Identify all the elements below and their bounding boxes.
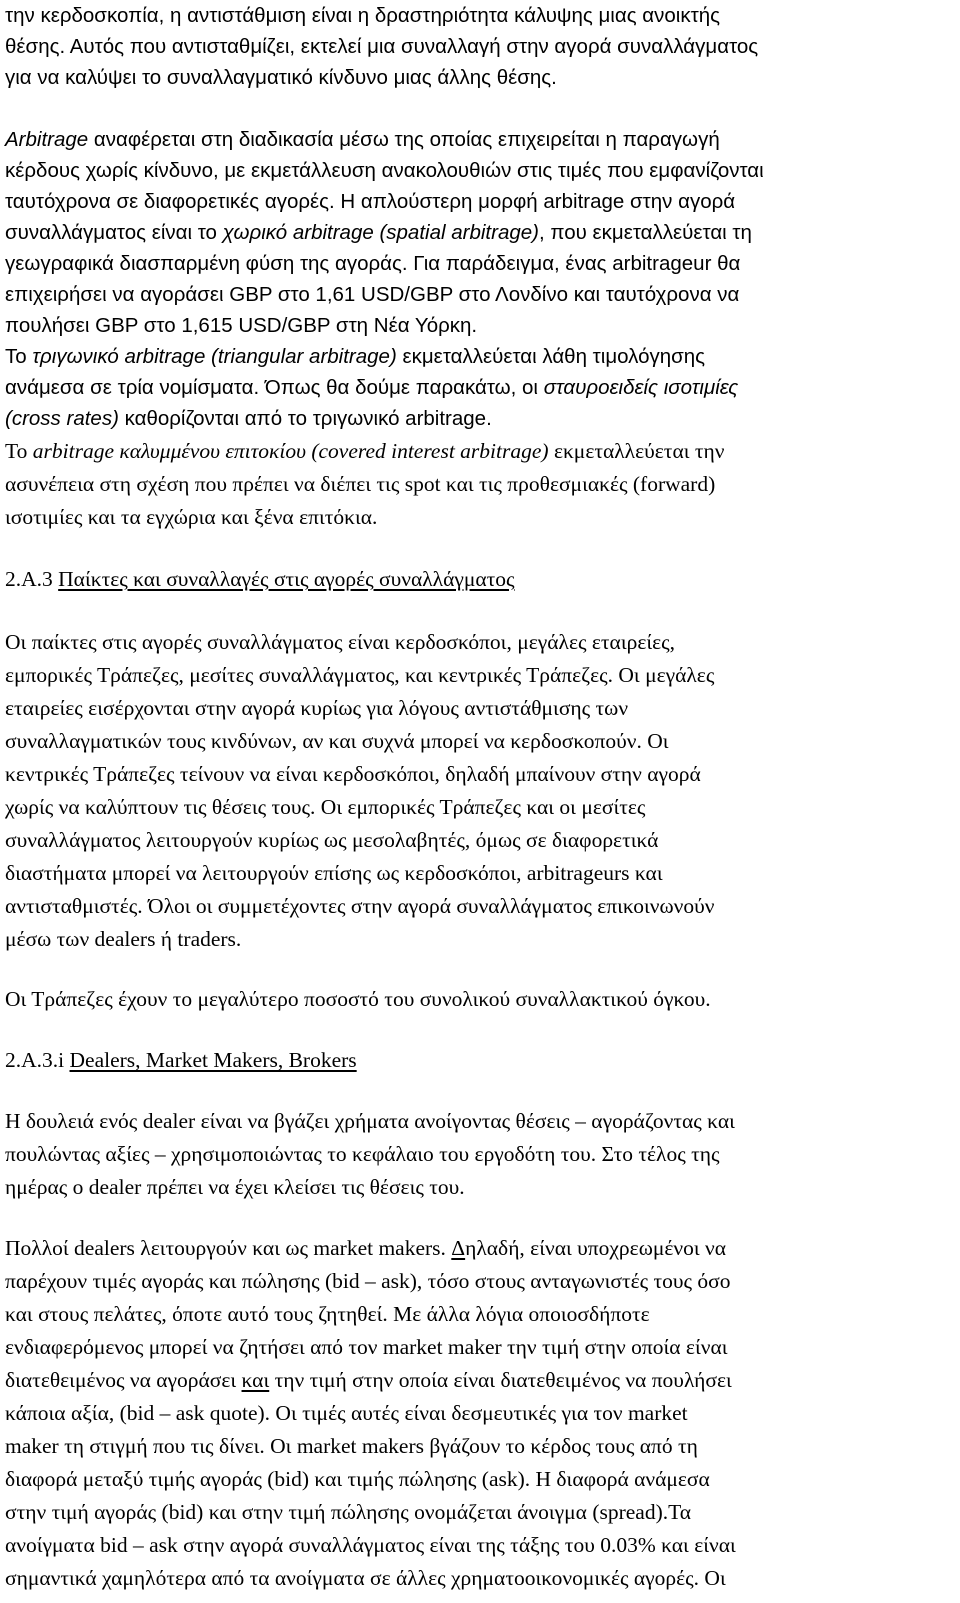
text-run: ηλαδή, είναι υποχρεωμένοι να — [465, 1236, 727, 1260]
body-line: παρέχουν τιμές αγοράς και πώλησης (bid – ask), τόσο στους ανταγωνιστές τους όσο — [5, 1269, 731, 1293]
body-line: ενδιαφερόμενος μπορεί να ζητήσει από τον market maker την τιμή στην οποία είναι — [5, 1335, 728, 1359]
term-covered-interest-arbitrage: arbitrage καλυμμένου επιτοκίου (covered interest arbitrage) — [32, 439, 549, 463]
arbitrage-line — [5, 403, 492, 434]
arbitrage-line — [5, 372, 738, 403]
text-run: εκμεταλλεύεται την — [548, 439, 725, 463]
body-line: Οι παίκτες στις αγορές συναλλάγματος είναι κερδοσκόποι, μεγάλες εταιρείες, — [5, 630, 676, 654]
covered-line: ισοτιμίες και τα εγχώρια και ξένα επιτόκια. — [5, 505, 378, 529]
arbitrage-line: πουλήσει GBP στο 1,615 USD/GBP στη Νέα Υόρκη. — [5, 314, 478, 337]
text-run: την τιμή στην οποία είναι διατεθειμένος να πουλήσει — [269, 1368, 732, 1392]
arbitrage-line: γεωγραφικά διασπαρμένη φύση της αγοράς. Για παράδειγμα, ένας arbitrageur θα — [5, 252, 741, 275]
text-run: Πολλοί dealers λειτουργούν και ως market makers. — [5, 1236, 452, 1260]
underlined-word: και — [241, 1368, 270, 1392]
text-run: αναφέρεται στη διαδικασία μέσω της οποίας επιχειρείται η παραγωγή — [88, 128, 720, 151]
body-line: αντισταθμιστές. Όλοι οι συμμετέχοντες στην αγορά συναλλάγματος επικοινωνούν — [5, 894, 715, 918]
intro-line: για να καλύψει το συναλλαγματικό κίνδυνο μιας άλλης θέσης. — [5, 66, 557, 89]
body-line: και στους πελάτες, όποτε αυτό τους ζητηθεί. Με άλλα λόγια οποιοσδήποτε — [5, 1302, 650, 1326]
body-line: εταιρείες εισέρχονται στην αγορά κυρίως για λόγους αντιστάθμισης των — [5, 696, 629, 720]
arbitrage-line: κέρδους χωρίς κίνδυνο, με εκμετάλλευση ανακολουθιών στις τιμές που εμφανίζονται — [5, 159, 764, 182]
arbitrage-line — [5, 341, 705, 372]
arbitrage-line: επιχειρήσει να αγοράσει GBP στο 1,61 USD/GBP στο Λονδίνο και ταυτόχρονα να — [5, 283, 740, 306]
text-run: συναλλάγματος είναι το — [5, 221, 223, 244]
text-run: , που εκμεταλλεύεται τη — [538, 221, 752, 244]
body-line: κεντρικές Τράπεζες τείνουν να είναι κερδοσκόποι, δηλαδή μπαίνουν στην αγορά — [5, 762, 701, 786]
text-run: Το — [5, 345, 33, 368]
underlined-letter: Δ — [451, 1236, 466, 1260]
text-run: εκμεταλλεύεται λάθη τιμολόγησης — [396, 345, 706, 368]
text-run: καθορίζονται από το τριγωνικό arbitrage. — [118, 407, 492, 430]
body-line: διαφορά μεταξύ τιμής αγοράς (bid) και τιμής πώλησης (ask). Η διαφορά ανάμεσα — [5, 1467, 710, 1491]
body-line — [5, 1365, 732, 1396]
section-heading — [5, 564, 515, 595]
arbitrage-line: ταυτόχρονα σε διαφορετικές αγορές. Η απλούστερη μορφή arbitrage στην αγορά — [5, 190, 736, 213]
body-line: Οι Τράπεζες έχουν το μεγαλύτερο ποσοστό του συνολικού συναλλακτικού όγκου. — [5, 987, 711, 1011]
text-run: Το — [5, 439, 33, 463]
section-number: 2.A.3 — [5, 567, 59, 591]
section-title: Παίκτες και συναλλαγές στις αγορές συναλλάγματος — [58, 567, 515, 591]
body-line: εμπορικές Τράπεζες, μεσίτες συναλλάγματος, και κεντρικές Τράπεζες. Οι μεγάλες — [5, 663, 715, 687]
arbitrage-line — [5, 124, 720, 155]
body-line: ημέρας ο dealer πρέπει να έχει κλείσει τις θέσεις του. — [5, 1175, 465, 1199]
intro-line: την κερδοσκοπία, η αντιστάθμιση είναι η δραστηριότητα κάλυψης μιας ανοικτής — [5, 4, 720, 27]
body-line: maker τη στιγμή που τις δίνει. Οι market makers βγάζουν το κέρδος τους από τη — [5, 1434, 698, 1458]
section-title: Dealers, Market Makers, Brokers — [69, 1048, 357, 1072]
body-line: μέσω των dealers ή traders. — [5, 927, 242, 951]
body-line: συναλλαγματικών τους κινδύνων, αν και συχνά μπορεί να κερδοσκοπούν. Οι — [5, 729, 669, 753]
term-triangular-arbitrage: τριγωνικό arbitrage (triangular arbitrage) — [32, 345, 397, 368]
section-heading — [5, 1045, 357, 1076]
term-cross-rates-greek: σταυροειδείς ισοτιμίες — [543, 376, 739, 399]
body-line: διαστήματα μπορεί να λειτουργούν επίσης ως κερδοσκόποι, arbitrageurs και — [5, 861, 663, 885]
text-run: ανάμεσα σε τρία νομίσματα. Όπως θα δούμε παρακάτω, οι — [5, 376, 544, 399]
body-line: στην τιμή αγοράς (bid) και στην τιμή πώλησης ονομάζεται άνοιγμα (spread).Τα — [5, 1500, 692, 1524]
body-line: Η δουλειά ενός dealer είναι να βγάζει χρήματα ανοίγοντας θέσεις – αγοράζοντας και — [5, 1109, 735, 1133]
body-line: συναλλάγματος λειτουργούν κυρίως ως μεσολαβητές, όμως σε διαφορετικά — [5, 828, 659, 852]
covered-line — [5, 436, 724, 467]
body-line: ανοίγματα bid – ask στην αγορά συναλλάγματος είναι της τάξης του 0.03% και είναι — [5, 1533, 736, 1557]
term-spatial-arbitrage: χωρικό arbitrage (spatial arbitrage) — [222, 221, 539, 244]
section-number: 2.A.3.i — [5, 1048, 70, 1072]
text-run: διατεθειμένος να αγοράσει — [5, 1368, 242, 1392]
term-cross-rates: (cross rates) — [5, 407, 119, 430]
covered-line: ασυνέπεια στη σχέση που πρέπει να διέπει τις spot και τις προθεσμιακές (forward) — [5, 472, 716, 496]
arbitrage-line — [5, 217, 752, 248]
body-line: πουλώντας αξίες – χρησιμοποιώντας το κεφάλαιο του εργοδότη του. Στο τέλος της — [5, 1142, 720, 1166]
intro-line: θέσης. Αυτός που αντισταθμίζει, εκτελεί μια συναλλαγή στην αγορά συναλλάγματος — [5, 35, 759, 58]
body-line: σημαντικά χαμηλότερα από τα ανοίγματα σε άλλες χρηματοοικονομικές αγορές. Οι — [5, 1566, 726, 1590]
body-line — [5, 1233, 726, 1264]
term-arbitrage: Arbitrage — [5, 128, 89, 151]
body-line: χωρίς να καλύπτουν τις θέσεις τους. Οι εμπορικές Τράπεζες και οι μεσίτες — [5, 795, 646, 819]
body-line: κάποια αξία, (bid – ask quote). Οι τιμές αυτές είναι δεσμευτικές για τον market — [5, 1401, 688, 1425]
